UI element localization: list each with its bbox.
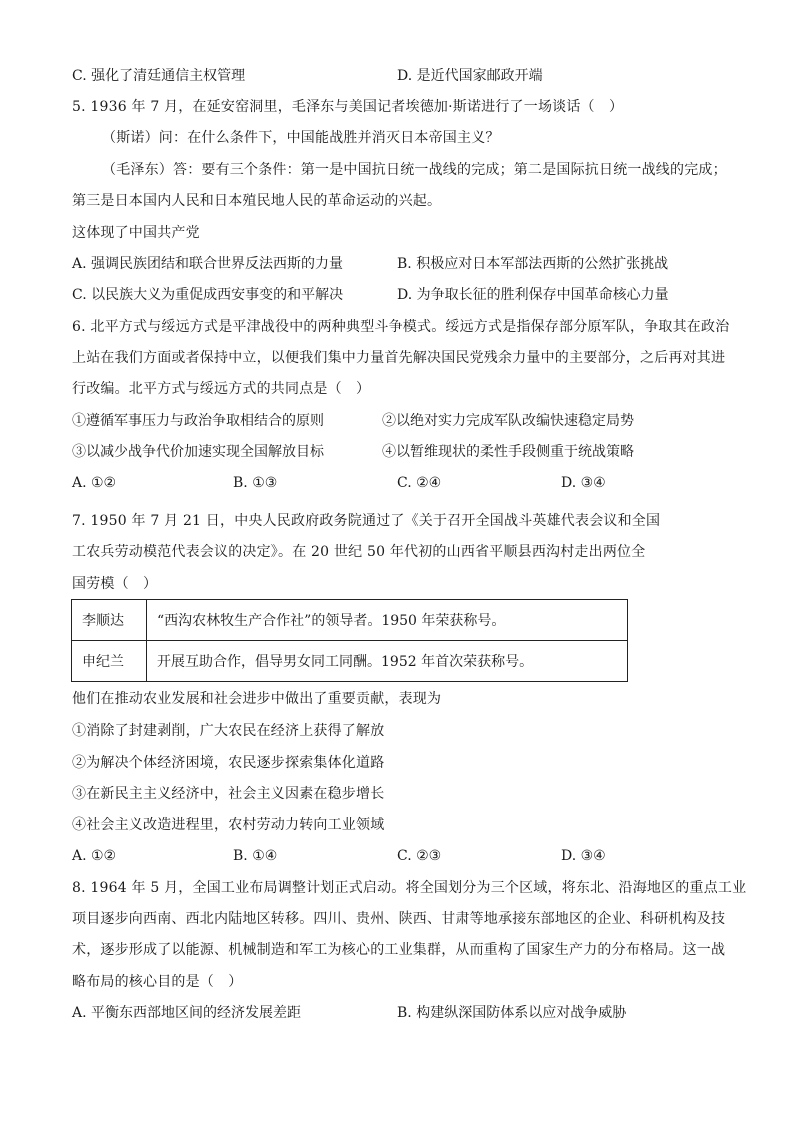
q6-stem-2: 上站在我们方面或者保持中立，以便我们集中力量首先解决国民党残余力量中的主要部分，之后再对其进 [72, 350, 726, 366]
q7-item-1: ①消除了封建剥削，广大农民在经济上获得了解放 [72, 723, 385, 739]
q6-item-3: ③以减少战争代价加速实现全国解放目标 [72, 444, 324, 460]
q5-option-a[interactable]: A. 强调民族团结和联合世界反法西斯的力量 [72, 256, 344, 272]
q5-mao-answer-1: （毛泽东）答：要有三个条件：第一是中国抗日统一战线的完成；第二是国际抗日统一战线的完成； [102, 162, 727, 178]
q7-option-c[interactable]: C. ②③ [397, 848, 442, 864]
q6-option-d[interactable]: D. ③④ [561, 475, 606, 491]
q7-option-b[interactable]: B. ①④ [233, 848, 278, 864]
q7-item-4: ④社会主义改造进程里，农村劳动力转向工业领域 [72, 817, 385, 833]
table-cell-description: 开展互助合作，倡导男女同工同酬。1952 年首次荣获称号。 [147, 641, 628, 682]
q5-option-d[interactable]: D. 为争取长征的胜利保存中国革命核心力量 [397, 287, 669, 303]
q5-option-c[interactable]: C. 以民族大义为重促成西安事变的和平解决 [72, 287, 344, 303]
table-row [72, 641, 628, 682]
q4-option-d[interactable]: D. 是近代国家邮政开端 [397, 68, 543, 84]
q7-stem-1: 7. 1950 年 7 月 21 日，中央人民政府政务院通过了《关于召开全国战斗英雄代表会议和全国 [72, 513, 661, 529]
q8-stem-4: 略布局的核心目的是（ ） [72, 974, 243, 990]
q8-stem-1: 8. 1964 年 5 月，全国工业布局调整计划正式启动。将全国划分为三个区域，将东北、沿海地区的重点工业 [72, 880, 747, 896]
q8-stem-3: 术，逐步形成了以能源、机械制造和军工为核心的工业集群，从而重构了国家生产力的分布格局。这一战 [72, 942, 726, 958]
q8-option-a[interactable]: A. 平衡东西部地区间的经济发展差距 [72, 1005, 302, 1021]
q7-option-a[interactable]: A. ①② [72, 848, 117, 864]
q6-option-b[interactable]: B. ①③ [233, 475, 278, 491]
q4-option-c[interactable]: C. 强化了清廷通信主权管理 [72, 68, 246, 84]
q6-option-c[interactable]: C. ②④ [397, 475, 442, 491]
q8-stem-2: 项目逐步向西南、西北内陆地区转移。四川、贵州、陕西、甘肃等地承接东部地区的企业、科研机构及技 [72, 911, 726, 927]
q6-stem-1: 6. 北平方式与绥远方式是平津战役中的两种典型斗争模式。绥远方式是指保存部分原军队，争取其在政治 [72, 319, 730, 335]
q8-option-b[interactable]: B. 构建纵深国防体系以应对战争威胁 [397, 1005, 627, 1021]
q6-item-1: ①遵循军事压力与政治争取相结合的原则 [72, 413, 324, 429]
table-row [72, 600, 628, 641]
q7-item-2: ②为解决个体经济困境，农民逐步探索集体化道路 [72, 755, 385, 771]
q5-stem: 5. 1936 年 7 月，在延安窑洞里，毛泽东与美国记者埃德加·斯诺进行了一场谈话（ ） [72, 99, 624, 115]
q5-snow-question: （斯诺）问：在什么条件下，中国能战胜并消灭日本帝国主义？ [102, 130, 500, 146]
table-cell-name: 李顺达 [72, 600, 147, 641]
q6-item-4: ④以暂维现状的柔性手段侧重于统战策略 [382, 444, 634, 460]
q6-item-2: ②以绝对实力完成军队改编快速稳定局势 [382, 413, 634, 429]
table-cell-name: 申纪兰 [72, 641, 147, 682]
q7-stem-3: 国劳模（ ） [72, 576, 158, 592]
labor-model-table [71, 599, 628, 682]
q7-after-table: 他们在推动农业发展和社会进步中做出了重要贡献，表现为 [72, 691, 442, 707]
q5-mao-answer-2: 第三是日本国内人民和日本殖民地人民的革命运动的兴起。 [72, 193, 442, 209]
q5-option-b[interactable]: B. 积极应对日本军部法西斯的公然扩张挑战 [397, 256, 669, 272]
q6-option-a[interactable]: A. ①② [72, 475, 117, 491]
q5-conclusion: 这体现了中国共产党 [72, 225, 200, 241]
q6-stem-3: 行改编。北平方式与绥远方式的共同点是（ ） [72, 381, 371, 397]
q7-option-d[interactable]: D. ③④ [561, 848, 606, 864]
table-cell-description: “西沟农林牧生产合作社”的领导者。1950 年荣获称号。 [147, 600, 628, 641]
q7-item-3: ③在新民主主义经济中，社会主义因素在稳步增长 [72, 786, 385, 802]
q7-stem-2: 工农兵劳动模范代表会议的决定》。在 20 世纪 50 年代初的山西省平顺县西沟村走出两位全 [72, 544, 646, 560]
